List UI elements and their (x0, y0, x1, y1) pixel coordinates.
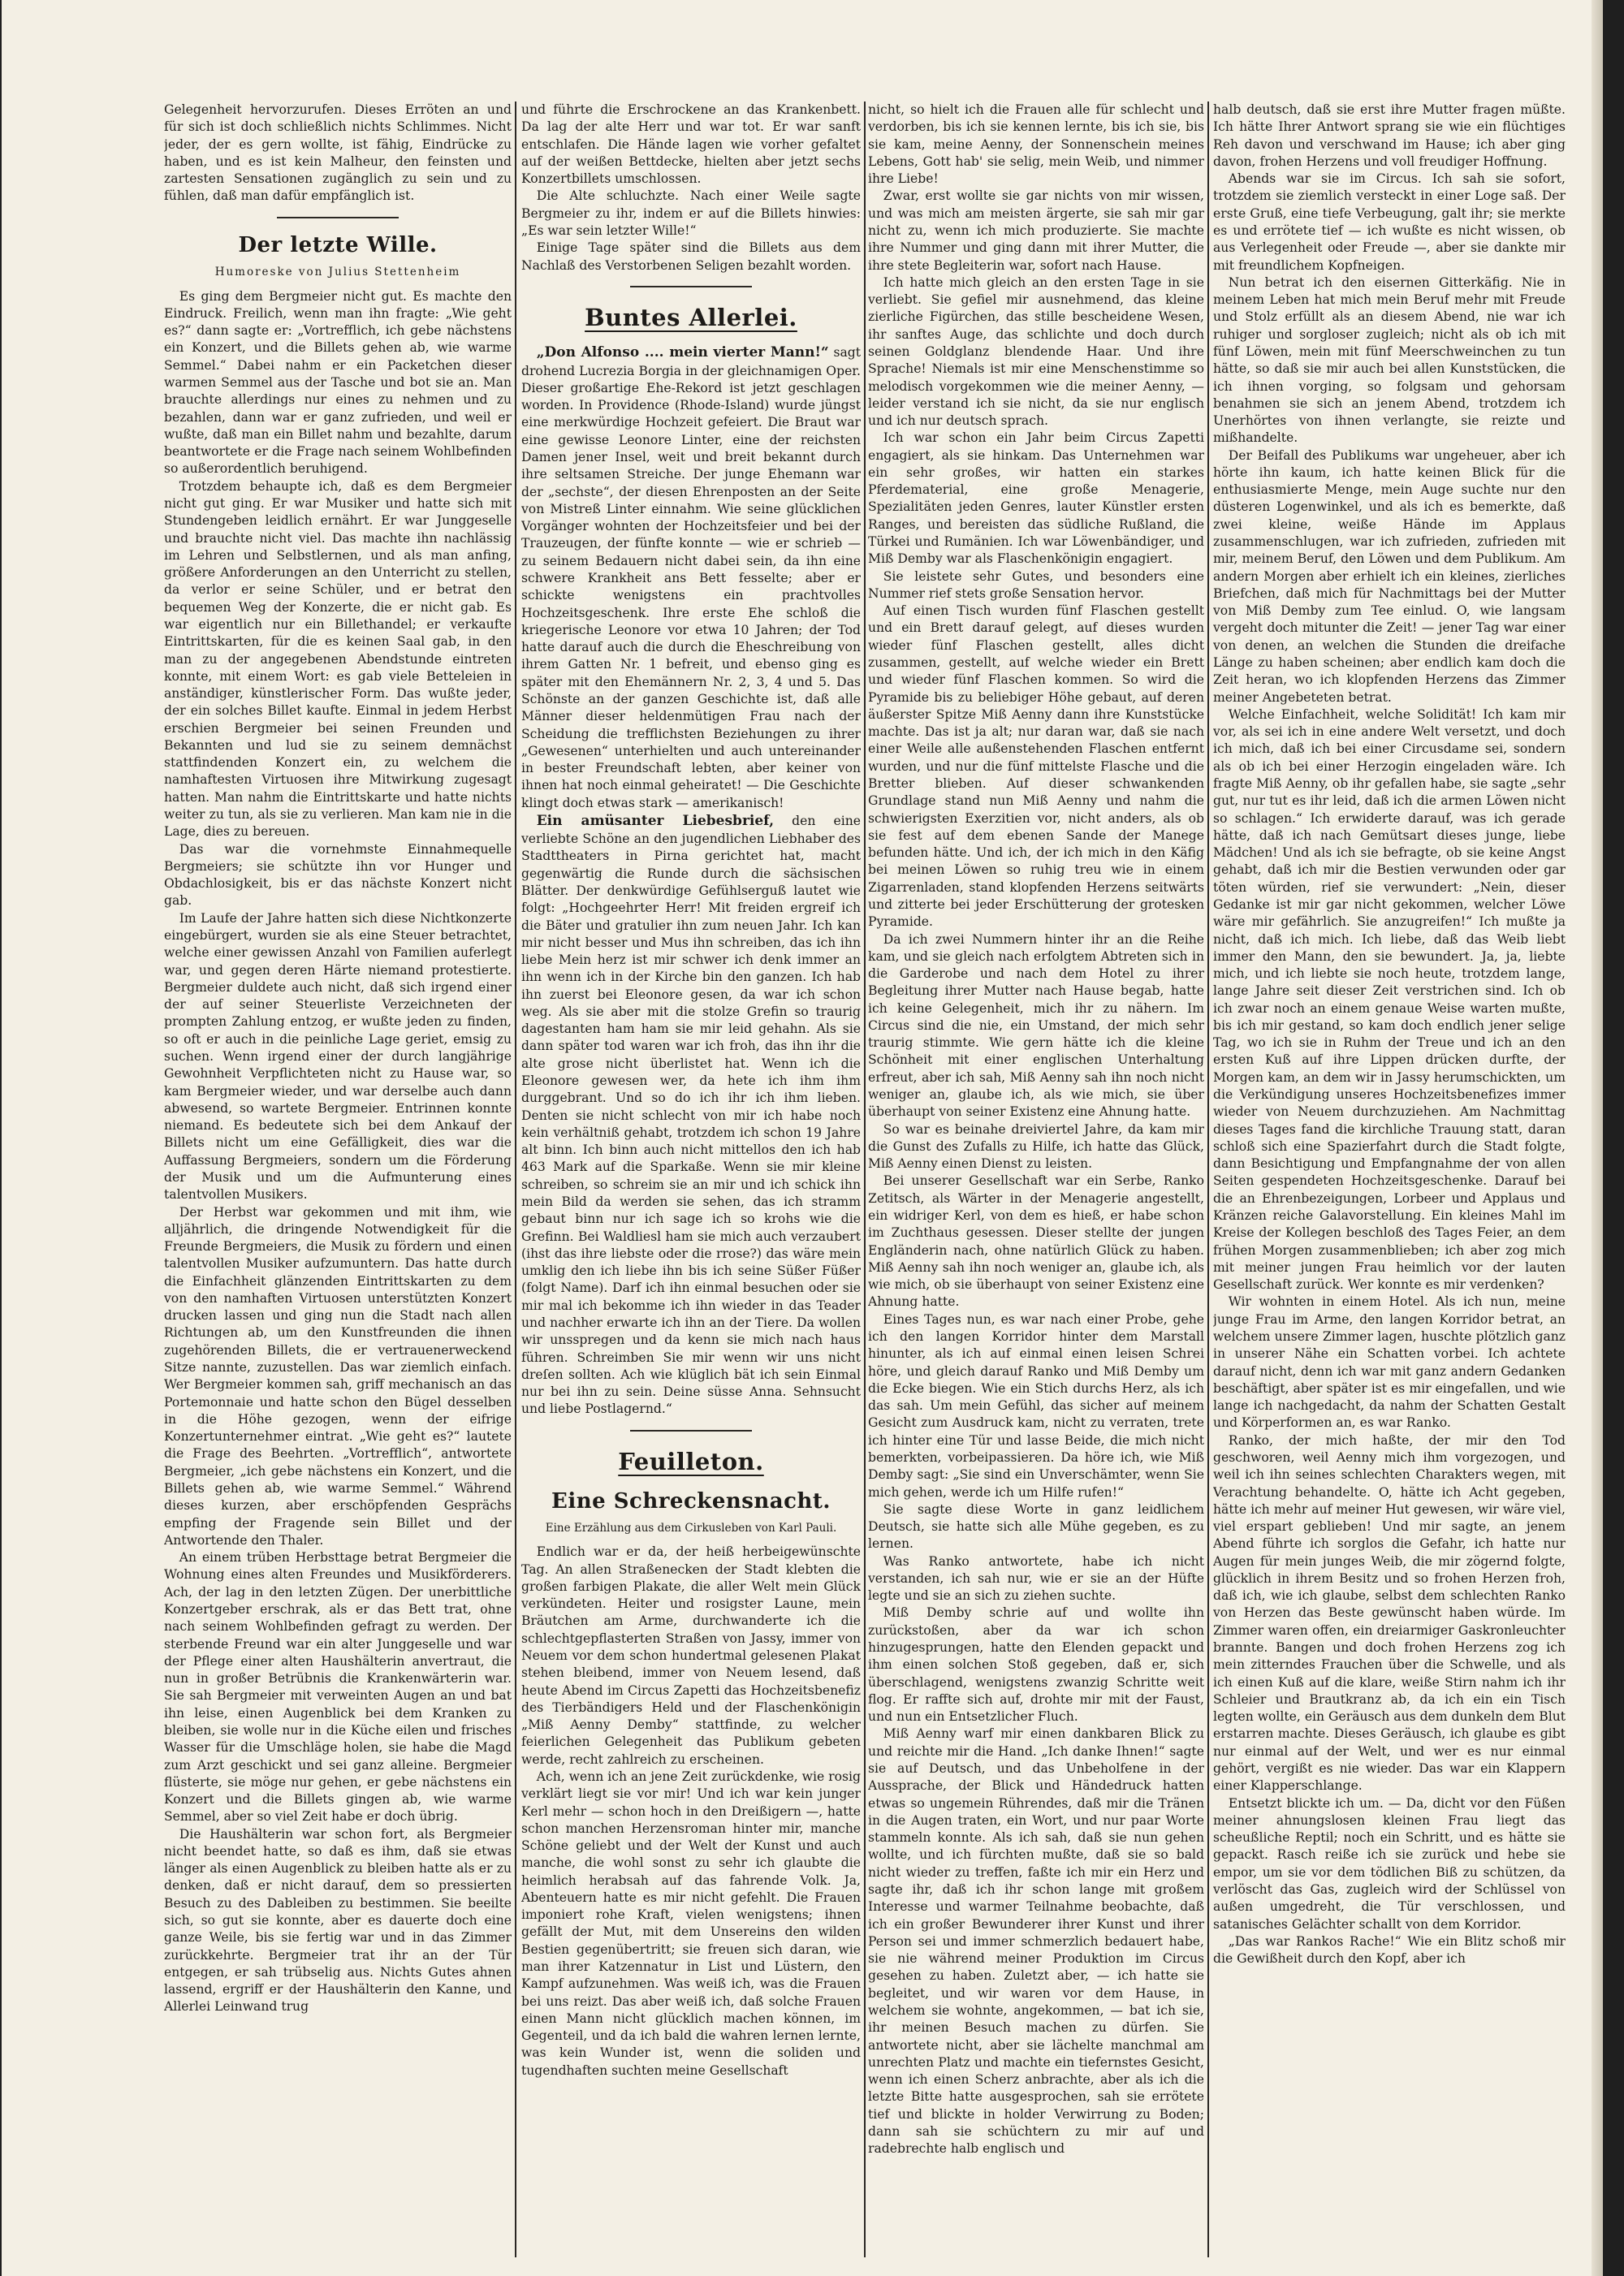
paragraph: Eines Tages nun, es war nach einer Probe, gehe ich den langen Korridor hinter dem Marstall hinunter, als ich auf einmal einen leisen Schrei höre, und gleich darauf Ranko und Miß Demby um die Ecke biegen. Wie ein Stich durchs Herz, als ich das sah. Um mein Gefühl, das sicher auf meinem Gesicht zum Ausdruck kam, nicht zu verraten, trete ich hinter eine Tür und lasse Beide, die mich nicht bemerkten, vorbeipassieren. Da höre ich, wie Miß Demby sagt: „Sie sind ein Unverschämter, wenn Sie mich gehen, werde ich um Hilfe rufen!“ (868, 1311, 1204, 1500)
newspaper-page (2, 0, 1603, 2276)
paragraph: Wir wohnten in einem Hotel. Als ich nun, meine junge Frau im Arme, den langen Korridor betrat, an welchem unsere Zimmer lagen, huschte plötzlich ganz in unserer Nähe ein Schatten vorbei. Ich achtete darauf nicht, denn ich war mit ganz andern Gedanken beschäftigt, aber später ist es mir eingefallen, und wie lange ich nachgedacht, da nahm der Schatten Gestalt und Körperformen an, es war Ranko. (1213, 1294, 1566, 1431)
paragraph: Bei unserer Gesellschaft war ein Serbe, Ranko Zetitsch, als Wärter in der Menagerie angestellt, ein widriger Kerl, von dem es hieß, er habe schon im Zuchthaus gesessen. Dieser stellte der jungen Engländerin nach, ohne natürlich Glück zu haben. Miß Aenny sah ihn noch weniger an, glaube ich, als wie mich, ob sie überhaupt von seiner Existenz eine Ahnung hatte. (868, 1173, 1204, 1310)
article-heading: Der letzte Wille. (238, 232, 438, 257)
column-1 (164, 101, 512, 2257)
paragraph: Was Ranko antwortete, habe ich nicht verstanden, ich sah nur, wie er sie an der Hüfte legte und sie an sich zu ziehen suchte. (868, 1553, 1204, 1604)
paragraph: So war es beinahe dreiviertel Jahre, da kam mir die Gunst des Zufalls zu Hilfe, ich hatte das Glück, Miß Aenny einen Dienst zu leisten. (868, 1121, 1204, 1172)
paragraph: Miß Demby schrie auf und wollte ihn zurückstoßen, aber da war ich schon hinzugesprungen, hatte den Elenden gepackt und ihm einen solchen Stoß gegeben, daß er, sich überschlagend, wenigstens zwanzig Schritte weit flog. Er raffte sich auf, drohte mir mit der Faust, und nun ein Entsetzlicher Fluch. (868, 1605, 1204, 1725)
separator (630, 1430, 752, 1432)
item-lead: Ein amüsanter Liebesbrief, (536, 812, 775, 829)
column-rule (515, 101, 516, 2257)
paragraph: Einige Tage später sind die Billets aus dem Nachlaß des Verstorbenen Seligen bezahlt worden. (521, 240, 861, 273)
paragraph: Miß Aenny warf mir einen dankbaren Blick zu und reichte mir die Hand. „Ich danke Ihnen!“ sagte sie auf Deutsch, und das Unbeholfene in der Aussprache, der Blick und Händedruck hatten etwas so ungemein Rührendes, daß mir die Tränen in die Augen traten, ein Wort, und nur paar Worte stammeln konnte. Als ich sah, daß sie nun gehen wollte, und ich fürchten mußte, daß sie so bald nicht wieder zu treffen, faßte ich mir ein Herz und sagte ihr, daß ich ihr schon lange mit großem Interesse und warmer Teilnahme beobachte, daß ich ein großer Bewunderer ihrer Kunst und ihrer Person sei und immer schmerzlich bedauert habe, sie nie während meiner Produktion im Circus gesehen zu haben. Zuletzt aber, — ich hatte sie begleitet, und wir waren vor dem Hause, in welchem sie wohnte, angekommen, — bat ich sie, ihr meinen Besuch machen zu dürfen. Sie antwortete nicht, aber sie lächelte manchmal am unrechten Platz und machte ein tiefernstes Gesicht, wenn ich einen Scherz anbrachte, aber als ich die letzte Bitte hatte ausgesprochen, sah sie errötete tief und blickte in holder Verwirrung zu Boden; dann sah sie schüchtern zu mir auf und radebrechte halb englisch und (868, 1726, 1204, 2157)
separator (630, 286, 752, 287)
paragraph: Sie sagte diese Worte in ganz leidlichem Deutsch, sie hatte sich alle Mühe gegeben, es zu lernen. (868, 1501, 1204, 1552)
paragraph: Ich hatte mich gleich an den ersten Tage in sie verliebt. Sie gefiel mir ausnehmend, das kleine zierliche Figürchen, das stille bescheidene Wesen, ihr sanftes Auge, das schlichte und doch durch seinen Goldglanz blendende Haar. Und ihre Sprache! Niemals ist mir eine Menschenstimme so melodisch vorgekommen wie die meiner Aenny, — leider verstand ich sie nicht, da sie nur englisch und ich nur deutsch sprach. (868, 274, 1204, 429)
paragraph: Da ich zwei Nummern hinter ihr an die Reihe kam, und sie gleich nach erfolgtem Abtreten sich in die Garderobe und nach dem Hotel zu ihrer Begleitung ihrer Mutter nach Hause begab, hatte ich keine Gelegenheit, mich ihr zu nähern. Im Circus sind die nie, ein Umstand, der mich sehr traurig stimmte. Wie gern hätte ich die kleine Schönheit mit einer englischen Unterhaltung erfreut, aber ich sah, Miß Aenny sah ihn noch nicht weniger an, glaube ich, als wie mich, sie über überhaupt von seiner Existenz eine Ahnung hatte. (868, 931, 1204, 1120)
story-subtitle: Eine Erzählung aus dem Cirkusleben von Karl Pauli. (545, 1521, 837, 1535)
paragraph: Im Laufe der Jahre hatten sich diese Nichtkonzerte eingebürgert, wurden sie als eine Steuer betrachtet, welche einer gewissen Anzahl von Familien auferlegt war, und gegen deren Härte niemand protestierte. Bergmeier duldete auch nicht, daß sich irgend einer der auf seiner Steuerliste Verzeichneten der prompten Zahlung entzog, er wußte jeden zu finden, so oft er auch in die peinliche Lage geriet, emsig zu suchen. Wenn irgend einer der durch langjährige Gewohnheit Verpflichteten nicht zu Hause war, so kam Bergmeier wieder, und war derselbe auch dann abwesend, so wartete Bergmeier. Entrinnen konnte niemand. Es bedeutete sich bei dem Ankauf der Billets nicht um eine Gefälligkeit, dies war die Auffassung Bergmeiers, sondern um die Förderung der Musik und um die Aufmunterung eines talentvollen Musikers. (164, 910, 512, 1203)
paragraph: sagt drohend Lucrezia Borgia in der gleichnamigen Oper. Dieser großartige Ehe-Rekord ist jetzt geschlagen worden. In Providence (Rhode-Island) wurde jüngst eine merkwürdige Hochzeit gefeiert. Die Braut war eine gewisse Leonore Linter, eine der reichsten Damen jener Insel, weit und breit bekannt durch ihre seltsamen Streiche. Der junge Ehemann war der „sechste“, der diesen Ehrenposten an der Seite von Mistreß Linter einnahm. Wie seine glücklichen Vorgänger wohnten der Hochzeitsfeier und bei der Trauzeugen, der fünfte konnte — wie er schrieb — zu seinem Bedauern nicht dabei sein, da ihn eine schwere Krankheit ans Bett fesselte; aber er schickte wenigstens ein prachtvolles Hochzeitsgeschenk. Ihre erste Ehe schloß die kriegerische Leonore vor etwa 10 Jahren; der Tod hatte darauf auch die durch die Eheschreibung von ihrem Gatten Nr. 1 befreit, und ebenso ging es später mit den Ehemännern Nr. 2, 3, 4 und 5. Das Schönste an der ganzen Geschichte ist, daß alle Männer dieser heldenmütigen Frau nach der Scheidung die trefflichsten Beziehungen zu ihrer „Gewesenen“ unterhielten und auch untereinander in bester Freundschaft lebten, aber keiner von ihnen hat noch einmal geheiratet! — Die Geschichte klingt doch etwas stark — amerikanisch! (521, 345, 861, 810)
column-rule (1207, 101, 1209, 2257)
paragraph: Die Haushälterin war schon fort, als Bergmeier nicht beendet hatte, so daß es ihm, daß sie etwas länger als einen Augenblick zu bleiben hatte als er zu denken, daß er nicht darauf, dem so pressierten Besuch zu des Dableiben zu bestimmen. Sie beeilte sich, so gut sie konnte, aber es dauerte doch eine ganze Weile, bis sie fertig war und in das Zimmer zurückkehrte. Bergmeier trat ihr an der Tür entgegen, er sah trübselig aus. Nichts Gutes ahnen lassend, ergriff er der Haushälterin den Kanne, und Allerlei Leinwand trug (164, 1826, 512, 2015)
story-title: Eine Schreckensnacht. (551, 1489, 831, 1514)
paragraph: Zwar, erst wollte sie gar nichts von mir wissen, und was mich am meisten ärgerte, sie sah mir gar nicht zu, wenn ich mich produzierte. Sie machte ihre Nummer und ging dann mit ihrer Mutter, die ihre stete Begleiterin war, sofort nach Hause. (868, 188, 1204, 273)
item-lead: „Don Alfonso .... mein vierter Mann!“ (536, 344, 829, 361)
paragraph: Ich war schon ein Jahr beim Circus Zapetti engagiert, als sie hinkam. Das Unternehmen war ein sehr großes, wir hatten ein starkes Pferdematerial, eine große Menagerie, Spezialitäten jeden Genres, lauter Künstler ersten Ranges, und bereisten das südliche Rußland, die Türkei und Rumänien. Ich war Löwenbändiger, und Miß Demby war als Flaschenkönigin engagiert. (868, 430, 1204, 567)
paragraph: Sie leistete sehr Gutes, und besonders eine Nummer rief stets große Sensation hervor. (868, 568, 1204, 601)
paragraph: Trotzdem behaupte ich, daß es dem Bergmeier nicht gut ging. Er war Musiker und hatte sich mit Stundengeben leidlich ernährt. Er war Junggeselle und brauchte nicht viel. Das machte ihn nachlässig im Lehren und Selbstlernen, und als man anfing, größere Anforderungen an den Unterricht zu stellen, da verlor er seine Schüler, und er betrat den bequemen Weg der Konzerte, die er nicht gab. Es war eigentlich nur ein Billethandel; er verkaufte Eintrittskarten, für die es keinen Saal gab, in den man zu der angegebenen Abendstunde eintreten konnte, mit einem Wort: es gab viele Betteleien in anständiger, künstlerischer Form. Das wußte jeder, der ein solches Billet kaufte. Einmal in jedem Herbst erschien Bergmeier bei seinen Freunden und Bekannten und lud sie zu seinem demnächst stattfindenden Konzert ein, zu welchem die namhaftesten Virtuosen ihre Mitwirkung zugesagt hatten. Man nahm die Eintrittskarte und hatte nichts weiter zu tun, als sie zu verlieren. Man kam nie in die Lage, dies zu bereuen. (164, 478, 512, 840)
paragraph: Entsetzt blickte ich um. — Da, dicht vor den Füßen meiner ahnungslosen kleinen Frau liegt das scheußliche Reptil; noch ein Schritt, und es hätte sie gepackt. Rasch reiße ich sie zurück und hebe sie empor, um sie vor dem tödlichen Biß zu schützen, da verlöscht das Gas, zugleich wird der Schlüssel von außen umgedreht, die Tür verschlossen, und satanisches Gelächter schallt von dem Korridor. (1213, 1795, 1566, 1932)
paragraph: und führte die Erschrockene an das Krankenbett. Da lag der alte Herr und war tot. Er war sanft entschlafen. Die Hände lagen wie vorher gefaltet auf der weißen Bettdecke, hielten aber jetzt sechs Konzertbillets umschlossen. (521, 102, 861, 187)
column-2 (521, 101, 861, 2257)
paragraph: Ranko, der mich haßte, der mir den Tod geschworen, weil Aenny mich ihm vorgezogen, und weil ich ihn seines schlechten Charakters wegen, mit Verachtung behandelte. O, hätte ich Acht gegeben, hätte ich mehr auf meiner Hut gewesen, wir wäre viel, viel erspart geblieben! Und mir sagte, an jenem Abend führte ich sorglos die Gefahr, ich hatte nur Augen für mein junges Weib, die mir zögernd folgte, glücklich in ihrem Besitz und so frohen Herzen froh, daß ich, wie ich glaube, selbst dem schlechten Ranko von Herzen das Beste gewünscht haben würde. Im Zimmer waren offen, ein dreiarmiger Gaskronleuchter brannte. Bangen und doch frohen Herzens zog ich mein zitterndes Frauchen über die Schwelle, und als ich einen Kuß auf die klare, weiße Stirn nahm ich ihr Schleier und Brautkranz ab, da ich ein ein Tisch legten wollte, ein Geräusch aus dem dunkeln dem Blut erstarren machte. Dieses Geräusch, ich glaube es gibt nur einmal auf der Welt, und wer es nur einmal gehört, vergißt es nie wieder. Das war ein Klappern einer Klapperschlange. (1213, 1432, 1566, 1794)
byline: Humoreske von Julius Stettenheim (214, 266, 461, 279)
paragraph: Der Herbst war gekommen und mit ihm, wie alljährlich, die dringende Notwendigkeit für die Freunde Bergmeiers, die Musik zu fördern und einen talentvollen Musiker aufzumuntern. Das hatte durch die Einfachheit glänzenden Eintrittskarten zu dem von den namhaften Virtuosen unterstützten Konzert drucken lassen und ging nun die Stadt nach allen Richtungen ab, um den Kunstfreunden die ihnen zugehörenden Billets, die er vertrauenerweckend Sitze nannte, zuzustellen. Das war ziemlich einfach. Wer Bergmeier kommen sah, griff mechanisch an das Portemonnaie und hatte schon den Bügel desselben in die Höhe gezogen, wenn der eifrige Konzertunternehmer eintrat. „Wie geht es?“ lautete die Frage des Beehrten. „Vortrefflich“, antwortete Bergmeier, „ich gebe nächstens ein Konzert, und die Billets gehen ab, wie warme Semmel.“ Während dieses kurzen, aber erschöpfenden Gesprächs empfing der Fragende sein Billet und der Antwortende den Thaler. (164, 1204, 512, 1548)
paragraph: An einem trüben Herbsttage betrat Bergmeier die Wohnung eines alten Freundes und Musikförderers. Ach, der lag in den letzten Zügen. Der unerbittliche Konzertgeber erschrak, als er das Bett trat, ohne nach seinem Wohlbefinden gefragt zu werden. Der sterbende Freund war ein alter Junggeselle und war der Pflege einer alten Haushälterin anvertraut, die nun in großer Betrübnis die Krankenwärterin war. Sie sah Bergmeier mit verweinten Augen an und bat ihn leise, einen Augenblick bei dem Kranken zu bleiben, sie wolle nur in die Küche eilen und frisches Wasser für die Umschläge holen, sie habe die Magd zum Arzt geschickt und sei ganz alleine. Bergmeier flüsterte, sie möge nur gehen, er gebe nächstens ein Konzert und die Billets gingen ab, wie warme Semmel, aber so viel Zeit habe er doch übrig. (164, 1550, 512, 1825)
column-4 (1213, 101, 1566, 2257)
paragraph: nicht, so hielt ich die Frauen alle für schlecht und verdorben, bis ich sie kennen lernte, bis ich sie, bis sie kam, meine Aenny, der Sonnenschein meines Lebens, Gott hab' sie selig, mein Weib, und nimmer ihre Liebe! (868, 102, 1204, 187)
paragraph: den eine verliebte Schöne an den jugendlichen Liebhaber des Stadttheaters in Pirna gerichtet hat, macht gegenwärtig die Runde durch die sächsischen Blätter. Der denkwürdige Gefühlserguß lautet wie folgt: „Hochgeehrter Herr! Mit freiden ergreif ich die Bäter und gratulier ihn zum neuen Jahr. Ich kan mir nicht besser und Mus ihn schreiben, das ich ihn liebe Mein herz ist mir schwer ich denk immer an ihn wenn ich in der Kirche bin den ganzen. Ich hab ihn zuerst bei Eleonore gesen, da war ich schon weg. Als sie aber mit die stolze Grefin so traurig dagestanten ham ham sie mir leid gehahn. Als sie dann später tod waren war ich froh, das ihn ihr die alte grose nicht überlistet hat. Wenn ich die Eleonore gewesen wer, da hete ich ihm ihm durggebrant. Und so do ich ihr ich ihm lieben. Denten sie nicht schlecht von mir ich habe noch kein verhältniß gehabt, trotzdem ich schon 19 Jahre alt binn. Ich binn auch nicht mittellos den ich hab 463 Mark auf die Sparkaße. Wenn sie mir kleine schreiben, so schreim sie an mir und ich schick ihn mein Bild da werden sie sehen, das ich stramm gebaut binn nur ich sage ich so krohs wie die Grefinn. Bei Waldliesl ham sie mich auch verzaubert (ihst das ihre liebste oder die rrose?) das wäre mein umklig den ich liebe ihn bis ich seine Süßer Füßer (folgt Name). Darf ich ihn einmal besuchen oder sie mir mal ich bekomme ich ihn wieder in das Teader und nachher erwarte ich ihn an der Tiere. Da wollen wir unsspregen und da kenn sie mich nach haus führen. Schreimben Sie mir wenn wir uns nicht dreſen sollten. Ach wie klüglich bät ich sein Einmal nur bei ihn zu sein. Deine süsse Anna. Sehnsucht und liebe Postlagernd.“ (521, 813, 861, 1417)
section-heading: Buntes Allerlei. (585, 303, 797, 331)
paragraph: Ach, wenn ich an jene Zeit zurückdenke, wie rosig verklärt liegt sie vor mir! Und ich war kein junger Kerl mehr — schon hoch in den Dreißigern —, hatte schon manchen Herzensroman hinter mir, manche Schöne geliebt und der Welt der Kunst und auch manche, die wohl sonst zu sehr ich glaubte die heimlich herabsah auf das fahrende Volk. Ja, Abenteuern hatte es mir nicht gefehlt. Die Frauen imponiert rohe Kraft, vielen wenigstens; ihnen gefällt der Mut, mit dem Unsereins den wilden Bestien gegenübertritt; sie freuen sich daran, wie man ihrer Katzennatur in List und Lüstern, den Kampf aufzunehmen. Was weiß ich, was die Frauen bei uns reizt. Das aber weiß ich, daß solche Frauen einen Mann nicht glücklich machen können, im Gegenteil, und da ich bald die wahren lernen lernte, was kein Wunder ist, wenn die soliden und tugendhaften suchten meine Gesellschaft (521, 1769, 861, 2078)
paragraph: Es ging dem Bergmeier nicht gut. Es machte den Eindruck. Freilich, wenn man ihn fragte: „Wie geht es?“ dann sagte er: „Vortrefflich, ich gebe nächstens ein Konzert, und die Billets gehen ab, wie warme Semmel.“ Dabei nahm er ein Packetchen dieser warmen Semmel aus der Tasche und bot sie an. Man brauchte allerdings nur eines zu nehmen und zu bezahlen, dann war er ganz zufrieden, und weil er wußte, daß man ein Billet nahm und bezahlte, darum beantwortete er die Frage nach seinem Wohlbefinden so außerordentlich beruhigend. (164, 288, 512, 477)
column-rule (864, 101, 866, 2257)
paragraph: Das war die vornehmste Einnahmequelle Bergmeiers; sie schützte ihn vor Hunger und Obdachlosigkeit, bis er das nächste Konzert nicht gab. (164, 841, 512, 909)
paragraph: Nun betrat ich den eisernen Gitterkäfig. Nie in meinem Leben hat mich mein Beruf mehr mit Freude und Stolz erfüllt als an diesem Abend, nie war ich ruhiger und sorgloser zugleich; nicht als ob ich mit fünf Löwen, mein mit fünf Meerschweinchen zu tun hätte, so daß sie mir auch bei allen Kunststücken, die ich ihnen vorging, so folgsam und gehorsam benahmen sie sich an jenem Abend, trotzdem ich Unerhörtes von ihnen verlangte, sie reizte und mißhandelte. (1213, 274, 1566, 446)
paragraph: Der Beifall des Publikums war ungeheuer, aber ich hörte ihn kaum, ich hatte keinen Blick für die enthusiasmierte Menge, mein Auge suchte nur den düsteren Logenwinkel, und als ich es bemerkte, daß zwei kleine, weiße Hände im Applaus zusammenschlugen, war ich zufrieden, zufrieden mit mir, meinem Beruf, den Löwen und dem Publikum. Am andern Morgen aber erhielt ich ein kleines, zierliches Briefchen, daß mich für Nachmittags bei der Mutter von Miß Demby zum Tee einlud. O, wie langsam vergeht doch mitunter die Zeit! — jener Tag war einer von denen, an welchen die Stunden die dreifache Länge zu haben scheinen; aber endlich kam doch die Zeit heran, wo ich klopfenden Herzens das Zimmer meiner Angebeteten betrat. (1213, 447, 1566, 705)
section-heading: Feuilleton. (618, 1447, 764, 1475)
paragraph: halb deutsch, daß sie erst ihre Mutter fragen müßte. Ich hätte Ihrer Antwort sprang sie wie ein flüchtiges Reh davon und verschwand im Hause; ich aber ging davon, frohen Herzens und voll freudiger Hoffnung. (1213, 102, 1566, 169)
paragraph: „Das war Rankos Rache!“ Wie ein Blitz schoß mir die Gewißheit durch den Kopf, aber ich (1213, 1933, 1566, 1967)
paragraph: Auf einen Tisch wurden fünf Flaschen gestellt und ein Brett darauf gelegt, auf dieses wurden wieder fünf Flaschen gestellt, alles dicht zusammen, gestellt, auf welche wieder ein Brett und wieder fünf Flaschen kommen. So wird die Pyramide bis zu beliebiger Höhe gebaut, auf deren äußerster Spitze Miß Aenny dann ihre Kunststücke machte. Das ist ja alt; nur daran war, daß sie nach einer Weile alle außenstehenden Flaschen entfernt wurden, und nur die fünf mittelste Flasche und die Bretter blieben. Auf dieser schwankenden Grundlage stand nun Miß Aenny und nahm die schwierigsten Exerzitien vor, nicht anders, als ob sie fest auf dem ebenen Sande der Manege befunden hätte. Und ich, der ich mich in den Käfig bei meinen Löwen so ruhig treu wie in einem Zigarrenladen, stand klopfenden Herzens seitwärts und zitterte bei jeder Erschütterung der grotesken Pyramide. (868, 603, 1204, 930)
paragraph: Die Alte schluchzte. Nach einer Weile sagte Bergmeier zu ihr, indem er auf die Billets hinwies: „Es war sein letzter Wille!“ (521, 188, 861, 238)
paragraph: Endlich war er da, der heiß herbeigewünschte Tag. An allen Straßenecken der Stadt klebten die großen farbigen Plakate, die aller Welt mein Glück verkündeten. Heiter und rosigster Laune, mein Bräutchen am Arme, durchwanderte ich die schlechtgepflasterten Straßen von Jassy, immer von Neuem vor dem schon hundertmal gelesenen Plakat stehen bleibend, immer von Neuem lesend, daß heute Abend im Circus Zapetti das Hochzeitsbenefiz des Tierbändigers Held und der Flaschenkönigin „Miß Aenny Demby“ stattfinde, zu welcher feierlichen Gelegenheit das Publikum gebeten werde, recht zahlreich zu erscheinen. (521, 1544, 861, 1767)
paragraph: Abends war sie im Circus. Ich sah sie sofort, trotzdem sie ziemlich versteckt in einer Loge saß. Der erste Gruß, eine tiefe Verbeugung, galt ihr; sie merkte es und errötete tief — ich wußte es nicht wissen, ob aus Verlegenheit oder Freude —, aber sie dankte mir mit freundlichem Kopfneigen. (1213, 171, 1566, 273)
column-3 (868, 101, 1204, 2257)
separator (277, 217, 399, 218)
paragraph: Gelegenheit hervorzurufen. Dieses Erröten an und für sich ist doch schließlich nichts Schlimmes. Nicht jeder, der es gern wollte, ist fähig, Eindrücke zu haben, und es ist kein Malheur, den feinsten und zartesten Sensationen zugänglich zu sein und zu fühlen, daß man dafür empfänglich ist. (164, 102, 512, 204)
paragraph: Welche Einfachheit, welche Solidität! Ich kam mir vor, als sei ich in eine andere Welt versetzt, und doch ich mich, daß ich bei einer Circusdame sei, sondern als ob ich bei einer Herzogin eingeladen wäre. Ich fragte Miß Aenny, ob ihr gefallen habe, sie sagte „sehr gut, nur tut es ihr leid, daß ich die armen Löwen nicht so schlagen.“ Ich erwiderte darauf, was ich gerade hätte, daß ich nach Gemütsart dieses junge, liebe Mädchen! Und als ich sie befragte, ob sie keine Angst gehabt, daß ich mir die Bestien verwunden oder gar töten würden, rief sie verwundert: „Nein, dieser Gedanke ist mir gar nicht gekommen, welcher Löwe wäre mir gefährlich. Sie anzugreifen!“ Ich mußte ja nicht, daß ich mich. Ich liebe, daß das Weib liebt immer den Mann, den sie bewundert. Ja, ja, liebte mich, und ich liebte sie noch heute, trotzdem lange, lange Jahre seit dieser Zeit verstrichen sind. Ich ob ich zwar noch an einem genaue Weise warten mußte, bis ich mir gestand, so kam doch endlich jener selige Tag, wo ich sie in Ruhm der Treue und ich an den ersten Kuß auf ihre Lippen drücken durfte, der Morgen kam, an dem wir in Jassy herumschickten, um die Verkündigung unseres Hochzeitsbenefizes immer wieder von Neuem durchzuziehen. Am Nachmittag dieses Tages fand die kirchliche Trauung statt, daran schloß sich eine Spazierfahrt durch die Stadt folgte, dann Besichtigung und Empfangnahme der von allen Seiten gespendeten Hochzeitsgeschenke. Darauf bei die an Ehrenbezeigungen, Lorbeer und Applaus und Kränzen reiche Galavorstellung. Ein kleines Mahl im Kreise der Kollegen beschloß des Tages Feier, an dem frühen Morgen zusammenblieben; ich aber zog mich mit meiner jungen Frau heimlich vor der lauten Gesellschaft zurück. Wer konnte es mir verdenken? (1213, 706, 1566, 1293)
